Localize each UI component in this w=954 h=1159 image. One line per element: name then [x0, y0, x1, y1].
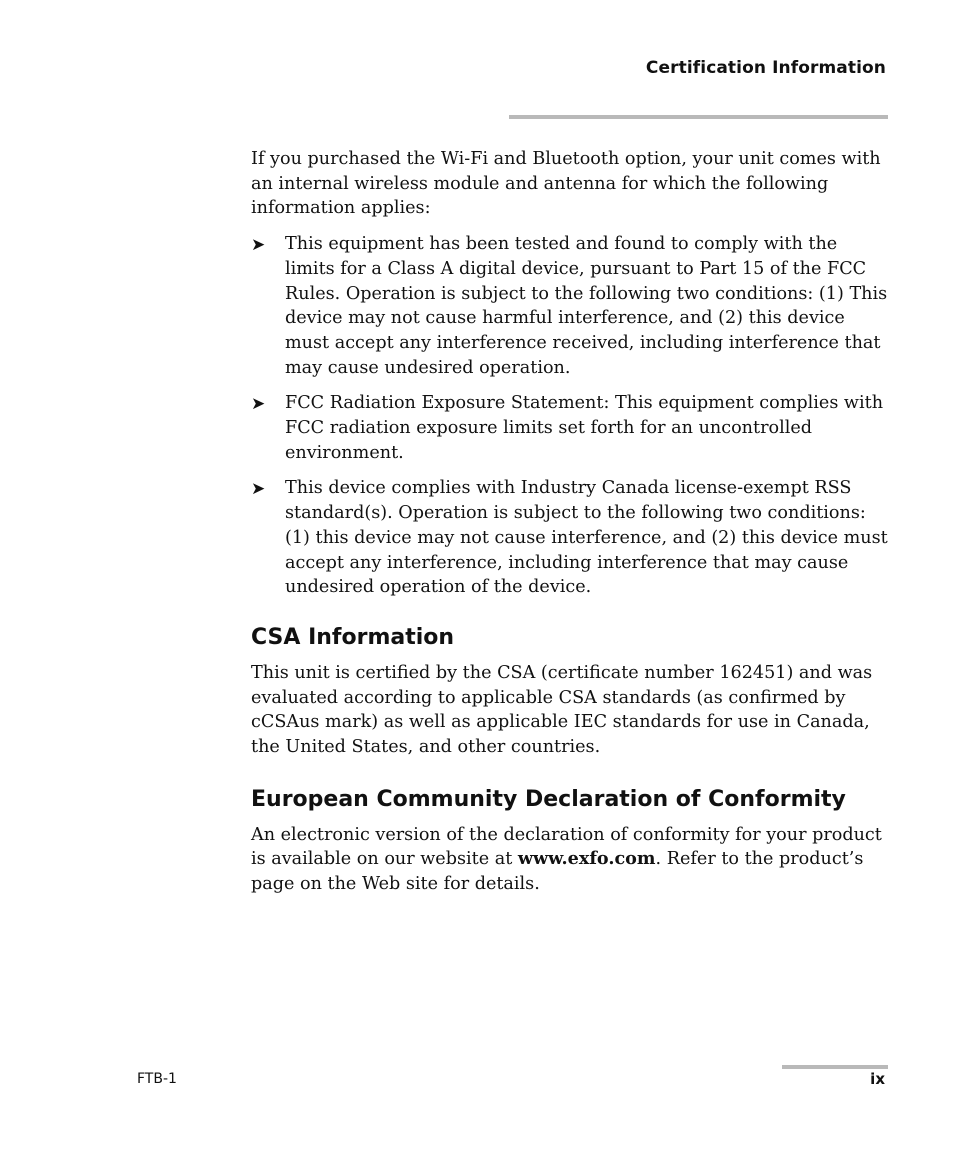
page-number: ix	[870, 1070, 885, 1088]
header-rule	[509, 115, 888, 119]
page-content	[251, 147, 891, 897]
ec-text-after: . Refer to the product’s page on the Web site for details.	[251, 849, 864, 895]
arrow-bullet-icon: ➤	[251, 479, 266, 500]
footer-product-name: FTB-1	[137, 1071, 177, 1087]
arrow-bullet-icon: ➤	[251, 235, 266, 256]
list-item	[251, 391, 891, 465]
bullet-text: This device complies with Industry Canada license-exempt RSS standard(s). Operation is subject to the following two conditions: (1) this device may not cause interference, and (2) this device must accept any interference, including interference that may cause undesired operation of the device.	[285, 478, 888, 598]
bullet-text: FCC Radiation Exposure Statement: This equipment complies with FCC radiation exposure limits set forth for an uncontrolled environment.	[285, 393, 884, 463]
csa-heading: CSA Information	[251, 624, 455, 650]
bullet-list	[251, 232, 891, 600]
bullet-text: This equipment has been tested and found to comply with the limits for a Class A digital device, pursuant to Part 15 of the FCC Rules. Operation is subject to the following two conditions: (1) This device may not cause harmful interference, and (2) this device must accept any interference received, including interference that may cause undesired operation.	[285, 234, 888, 378]
running-header-title: Certification Information	[645, 58, 886, 78]
csa-paragraph: This unit is certified by the CSA (certificate number 162451) and was evaluated according to applicable CSA standards (as confirmed by cCSAus mark) as well as applicable IEC standards for use in Canada, the United States, and other countries.	[251, 662, 873, 758]
ec-paragraph	[251, 823, 891, 897]
arrow-bullet-icon: ➤	[251, 394, 266, 415]
intro-paragraph: If you purchased the Wi-Fi and Bluetooth option, your unit comes with an internal wireless module and antenna for which the following information applies:	[251, 149, 881, 219]
footer-rule	[782, 1065, 888, 1069]
ec-heading: European Community Declaration of Conformity	[251, 786, 846, 812]
exfo-website-link[interactable]: www.exfo.com	[517, 848, 656, 870]
ec-text-before: An electronic version of the declaration of conformity for your product is available on our website at	[251, 824, 882, 870]
list-item	[251, 232, 891, 380]
list-item	[251, 476, 891, 600]
